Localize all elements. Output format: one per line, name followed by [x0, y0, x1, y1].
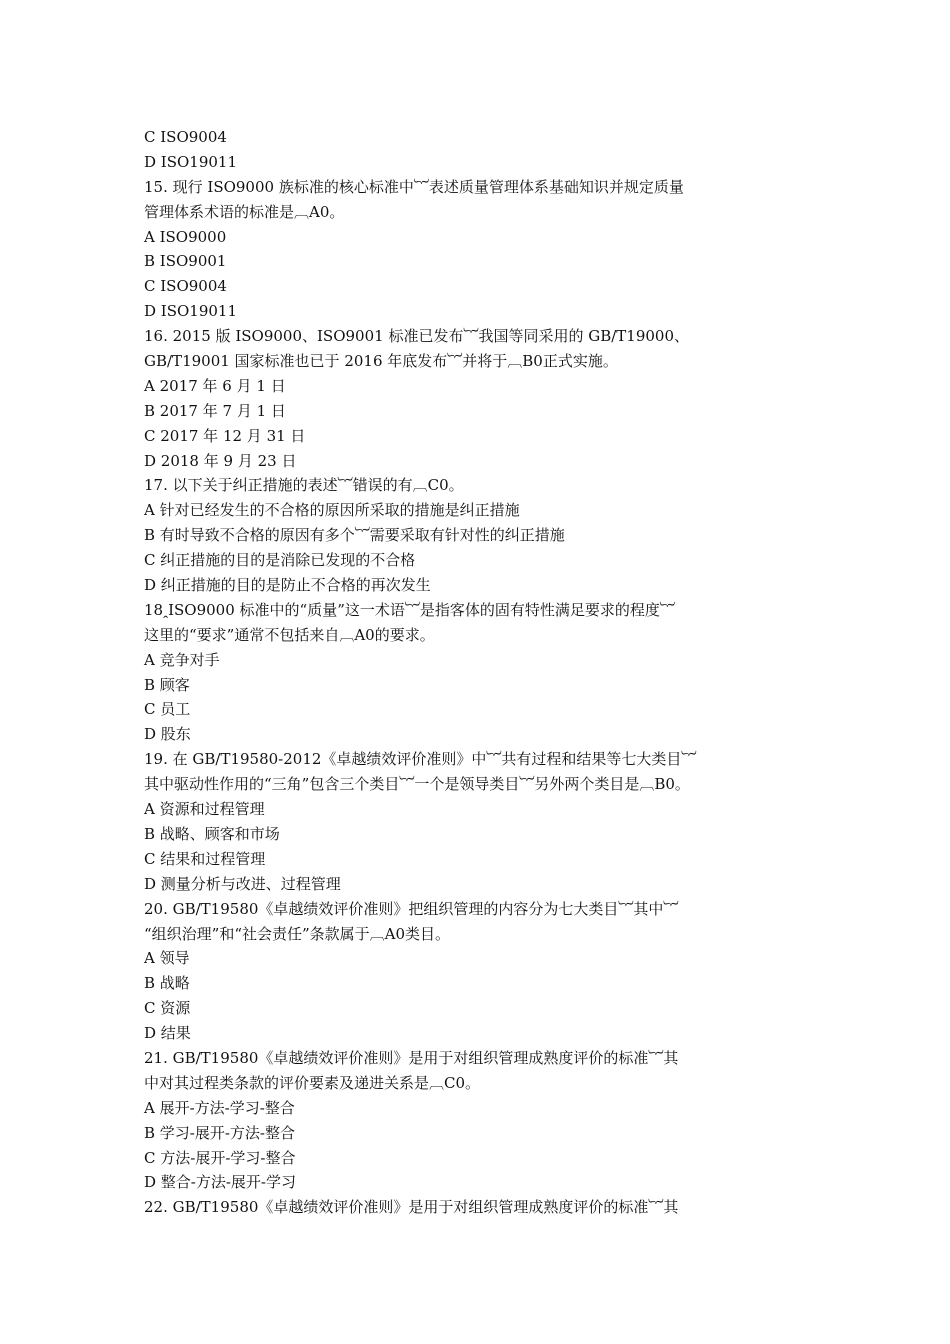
option-line: D 股东 — [144, 725, 191, 744]
option-line: B 顾客 — [144, 675, 190, 694]
option-line: A 领导 — [144, 949, 190, 968]
option-line: D 结果 — [144, 1024, 191, 1043]
option-line: B 战略 — [144, 974, 190, 993]
question-22-line-1: 22. GB/T19580《卓越绩效评价准则》是用于对组织管理成熟度评价的标准︸其 — [144, 1198, 679, 1217]
option-line: B 战略、顾客和市场 — [144, 824, 280, 843]
option-line: D 2018 年 9 月 23 日 — [144, 451, 297, 470]
text-line: C ISO9004 — [144, 128, 227, 146]
option-line: D ISO19011 — [144, 302, 238, 321]
question-16-line-1: 16. 2015 版 ISO9000、ISO9001 标准已发布︸我国等同采用的 GB/T19000、 — [144, 327, 689, 346]
question-19-line-2: 其中驱动性作用的“三角”包含三个类目︸一个是领导类目︸另外两个类目是︹B0。 — [144, 775, 690, 794]
question-18-line-1: 18ꞈISO9000 标准中的“质量”这一术语︸是指客体的固有特性满足要求的程度︸ — [144, 600, 675, 619]
text-line: D ISO19011 — [144, 152, 238, 171]
option-line: B 有时导致不合格的原因有多个︸需要采取有针对性的纠正措施 — [144, 526, 565, 545]
option-line: D 测量分析与改进、过程管理 — [144, 874, 341, 893]
option-line: C 结果和过程管理 — [144, 849, 266, 868]
option-line: A 2017 年 6 月 1 日 — [144, 376, 286, 395]
option-line: C 纠正措施的目的是消除已发现的不合格 — [144, 551, 416, 570]
question-20-line-1: 20. GB/T19580《卓越绩效评价准则》把组织管理的内容分为七大类目︸其中︸ — [144, 899, 679, 918]
question-19-line-1: 19. 在 GB/T19580-2012《卓越绩效评价准则》中︸共有过程和结果等七大类目︸ — [144, 750, 697, 769]
option-line: A 展开-方法-学习-整合 — [144, 1098, 295, 1117]
option-line: D 纠正措施的目的是防止不合格的再次发生 — [144, 576, 431, 595]
question-16-line-2: GB/T19001 国家标准也已于 2016 年底发布︸并将于︹B0正式实施。 — [144, 352, 618, 371]
option-line: A 竞争对手 — [144, 650, 220, 669]
question-20-line-2: “组织治理”和“社会责任”条款属于︹A0类目。 — [144, 924, 451, 943]
option-line: A ISO9000 — [144, 227, 227, 246]
option-line: C 方法-展开-学习-整合 — [144, 1148, 296, 1167]
question-15-line-1: 15. 现行 ISO9000 族标准的核心标准中︸表述质量管理体系基础知识并规定质量 — [144, 177, 684, 196]
option-line: B 2017 年 7 月 1 日 — [144, 401, 286, 420]
question-17-line-1: 17. 以下关于纠正措施的表述︸错误的有︹C0。 — [144, 476, 464, 495]
option-line: D 整合-方法-展开-学习 — [144, 1173, 297, 1192]
question-21-line-2: 中对其过程类条款的评价要素及递进关系是︹C0。 — [144, 1073, 481, 1092]
question-21-line-1: 21. GB/T19580《卓越绩效评价准则》是用于对组织管理成熟度评价的标准︸其 — [144, 1048, 679, 1067]
option-line: C 2017 年 12 月 31 日 — [144, 426, 306, 445]
option-line: C 员工 — [144, 700, 191, 719]
option-line: C ISO9004 — [144, 277, 227, 296]
document-page — [144, 125, 784, 1220]
question-15-line-2: 管理体系术语的标准是︹A0。 — [144, 202, 345, 221]
option-line: B 学习-展开-方法-整合 — [144, 1123, 295, 1142]
option-line: B ISO9001 — [144, 252, 227, 271]
option-line: A 资源和过程管理 — [144, 800, 265, 819]
option-line: C 资源 — [144, 999, 191, 1018]
option-line: A 针对已经发生的不合格的原因所采取的措施是纠正措施 — [144, 501, 520, 520]
question-18-line-2: 这里的“要求”通常不包括来自︹A0的要求。 — [144, 625, 435, 644]
